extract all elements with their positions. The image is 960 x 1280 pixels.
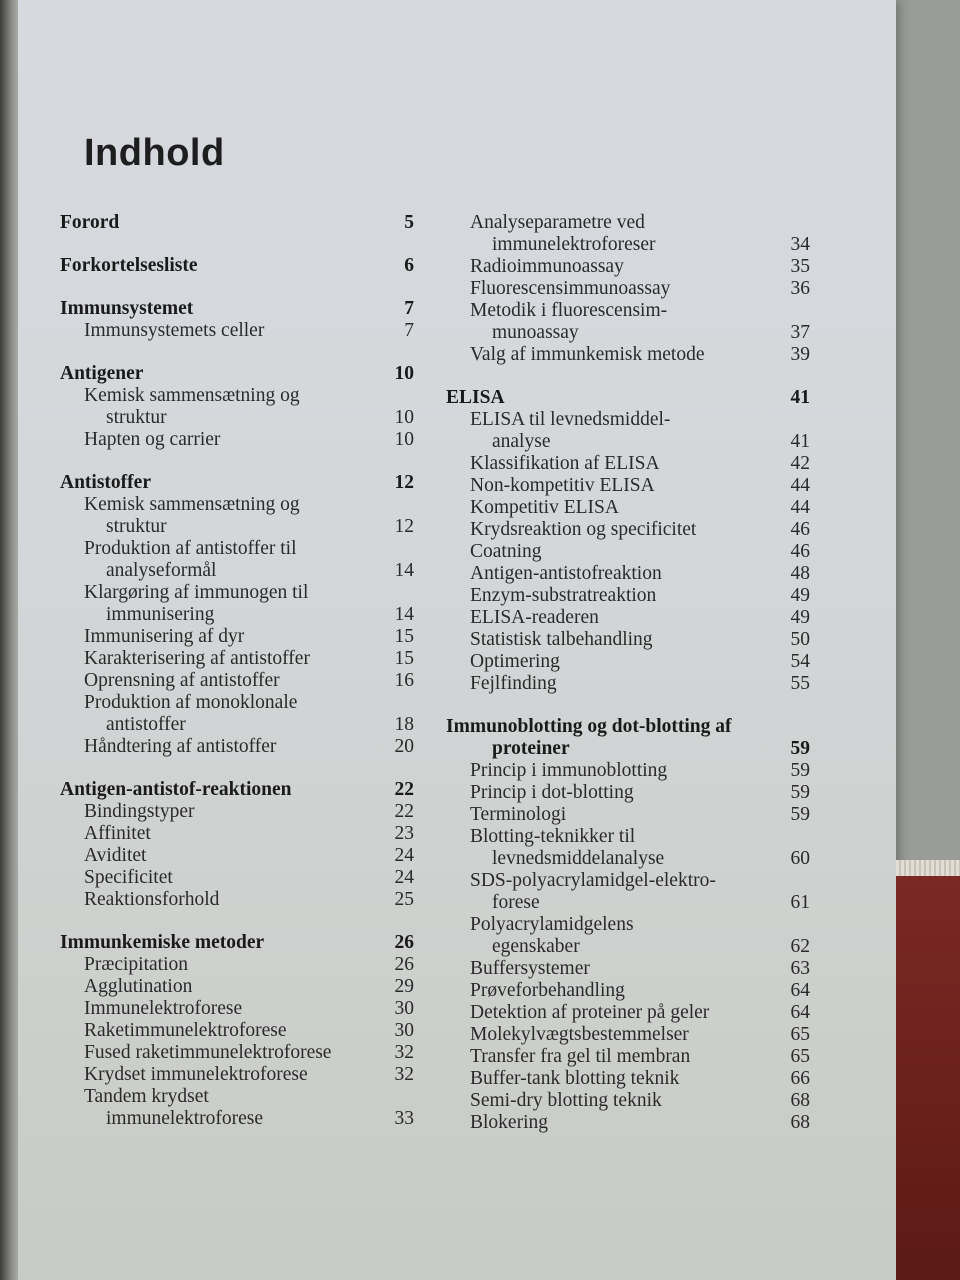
toc-entry-label: Håndtering af antistoffer [84,736,277,757]
toc-page-number: 41 [790,387,810,408]
toc-entry-label: Immunkemiske metoder [60,932,265,953]
toc-entry-label: Specificitet [84,867,173,888]
toc-entry-label: Immunsystemet [60,298,194,319]
toc-page-number: 59 [790,804,810,825]
toc-entry-label: Princip i dot-blotting [470,782,634,803]
toc-entry [60,736,420,758]
toc-entry-label: Enzym-substratreaktion [470,585,657,606]
toc-entry-label: ELISA [446,387,505,408]
toc-entry-label: Bindingstyper [84,801,195,822]
toc-entry-label: Terminologi [470,804,567,825]
toc-entry-label: Affinitet [84,823,151,844]
toc-page-number: 10 [394,407,414,428]
toc-page-number: 7 [404,298,414,319]
section-gap [60,758,420,779]
toc-page-number: 61 [790,892,810,913]
toc-page-number: 5 [404,212,414,233]
toc-entry [60,407,420,429]
toc-entry [446,870,816,892]
section-gap [60,277,420,298]
toc-page-number: 26 [394,954,414,975]
toc-page-number: 18 [394,714,414,735]
toc-page-number: 15 [394,648,414,669]
toc-page-number: 30 [394,1020,414,1041]
toc-entry [60,976,420,998]
toc-entry-label: Produktion af monoklonale [84,692,298,713]
toc-page-number: 32 [394,1042,414,1063]
toc-entry-label: Fused raketimmunelektroforese [84,1042,332,1063]
adjacent-book [896,860,960,1280]
toc-right-column [446,212,816,1134]
toc-page-number: 12 [394,516,414,537]
toc-entry [60,320,420,342]
toc-page-number: 65 [790,1046,810,1067]
toc-entry-label: Antigener [60,363,144,384]
toc-entry-label: munoassay [492,322,579,343]
toc-entry-label: antistoffer [106,714,186,735]
toc-entry [60,429,420,451]
toc-page-number: 49 [790,607,810,628]
toc-page-number: 55 [790,673,810,694]
toc-entry-label: Kemisk sammensætning og [84,385,300,406]
toc-entry-label: Princip i immunoblotting [470,760,668,781]
toc-page-number: 12 [394,472,414,493]
toc-entry [446,1024,816,1046]
toc-entry-label: struktur [106,407,167,428]
toc-section-heading [446,387,816,409]
toc-entry [446,760,816,782]
toc-entry [446,585,816,607]
toc-entry-label: immunisering [106,604,215,625]
toc-entry-label: levnedsmiddelanalyse [492,848,665,869]
toc-entry [60,626,420,648]
page-title: Indhold [84,132,225,174]
toc-entry-label: ELISA-readeren [470,607,599,628]
toc-section-heading [60,212,420,234]
toc-page-number: 10 [394,363,414,384]
toc-entry-label: immunelektroforese [106,1108,264,1129]
toc-page-number: 39 [790,344,810,365]
toc-entry-label: Hapten og carrier [84,429,221,450]
toc-page-number: 59 [790,738,810,759]
toc-page-number: 6 [404,255,414,276]
toc-entry [446,782,816,804]
toc-entry-label: Raketimmunelektroforese [84,1020,287,1041]
toc-page-number: 35 [790,256,810,277]
toc-entry-label: Coatning [470,541,542,562]
toc-entry [60,494,420,516]
toc-page-number: 32 [394,1064,414,1085]
toc-entry [60,582,420,604]
toc-entry-label: Produktion af antistoffer til [84,538,297,559]
toc-entry [446,1046,816,1068]
toc-page-number: 29 [394,976,414,997]
toc-page-number: 30 [394,998,414,1019]
toc-entry [446,475,816,497]
toc-entry [446,1090,816,1112]
toc-entry-label: analyseformål [106,560,217,581]
toc-page-number: 44 [790,497,810,518]
toc-page-number: 59 [790,782,810,803]
toc-section-heading [60,255,420,277]
toc-entry [446,1112,816,1134]
toc-page-number: 64 [790,1002,810,1023]
toc-page-number: 26 [394,932,414,953]
toc-entry [60,845,420,867]
toc-entry-label: Klassifikation af ELISA [470,453,660,474]
toc-page-number: 10 [394,429,414,450]
toc-entry-label: Transfer fra gel til membran [470,1046,691,1067]
toc-entry-label: Fluorescensimmunoassay [470,278,671,299]
toc-entry [446,1002,816,1024]
toc-entry [446,804,816,826]
toc-entry-label: Semi-dry blotting teknik [470,1090,662,1111]
toc-entry-label: Molekylvægtsbestemmelser [470,1024,689,1045]
toc-entry [446,607,816,629]
toc-entry-label: Immunoblotting og dot-blotting af [446,716,732,737]
toc-entry-label: Forkortelsesliste [60,255,198,276]
toc-entry [446,1068,816,1090]
toc-page-number: 14 [394,604,414,625]
toc-entry [446,256,816,278]
toc-entry-label: Krydsreaktion og specificitet [470,519,697,540]
toc-entry-label: Statistisk talbehandling [470,629,653,650]
toc-entry-label: Reaktionsforhold [84,889,220,910]
toc-entry-label: Metodik i fluorescensim- [470,300,668,321]
toc-page-number: 22 [394,779,414,800]
toc-entry [446,212,816,234]
toc-entry-label: Polyacrylamidgelens [470,914,634,935]
toc-entry [446,914,816,936]
section-gap [60,911,420,932]
toc-page-number: 59 [790,760,810,781]
toc-entry-label: Immunisering af dyr [84,626,245,647]
toc-entry-label: Buffer-tank blotting teknik [470,1068,680,1089]
toc-page-number: 60 [790,848,810,869]
toc-entry-label: Oprensning af antistoffer [84,670,280,691]
toc-page-number: 49 [790,585,810,606]
toc-entry-label: Antistoffer [60,472,151,493]
toc-entry-label: Tandem krydset [84,1086,209,1107]
toc-entry [60,1086,420,1108]
toc-page-number: 50 [790,629,810,650]
toc-entry-label: forese [492,892,540,913]
toc-left-column [60,212,420,1130]
section-gap [446,695,816,716]
toc-entry [446,409,816,431]
toc-section-heading [60,779,420,801]
toc-page-number: 14 [394,560,414,581]
toc-page-number: 41 [790,431,810,452]
toc-entry-label: Immunsystemets celler [84,320,265,341]
toc-entry [446,431,816,453]
section-gap [60,451,420,472]
toc-page-number: 36 [790,278,810,299]
toc-entry [446,344,816,366]
toc-entry [446,958,816,980]
toc-section-heading [60,298,420,320]
toc-page-number: 54 [790,651,810,672]
toc-page-number: 37 [790,322,810,343]
toc-entry [60,1042,420,1064]
toc-entry [446,673,816,695]
toc-page-number: 24 [394,845,414,866]
toc-entry [446,826,816,848]
toc-entry [446,848,816,870]
toc-entry-label: struktur [106,516,167,537]
toc-entry-label: Analyseparametre ved [470,212,645,233]
toc-entry-label: Fejlfinding [470,673,557,694]
toc-entry [446,629,816,651]
toc-entry-label: Forord [60,212,120,233]
toc-entry-label: SDS-polyacrylamidgel-elektro- [470,870,716,891]
toc-entry [60,604,420,626]
toc-entry-label: Valg af immunkemisk metode [470,344,705,365]
toc-entry [60,385,420,407]
toc-entry [60,648,420,670]
toc-entry [60,1064,420,1086]
toc-page-number: 33 [394,1108,414,1129]
toc-entry [60,889,420,911]
toc-entry [60,714,420,736]
toc-entry-label: Detektion af proteiner på geler [470,1002,710,1023]
toc-entry-label: Klargøring af immunogen til [84,582,309,603]
toc-page-number: 34 [790,234,810,255]
toc-entry-label: Agglutination [84,976,193,997]
toc-entry-label: Karakterisering af antistoffer [84,648,310,669]
toc-entry [446,322,816,344]
toc-entry-label: Antigen-antistof-reaktionen [60,779,292,800]
toc-entry [446,980,816,1002]
toc-page-number: 42 [790,453,810,474]
toc-entry [60,670,420,692]
toc-entry [60,560,420,582]
toc-entry-label: Kemisk sammensætning og [84,494,300,515]
toc-entry [446,541,816,563]
toc-entry-label: Immunelektroforese [84,998,243,1019]
section-gap [60,234,420,255]
toc-entry [60,954,420,976]
toc-entry [60,867,420,889]
toc-page-number: 64 [790,980,810,1001]
toc-page-number: 44 [790,475,810,496]
toc-page-number: 23 [394,823,414,844]
toc-entry [446,278,816,300]
toc-page-number: 22 [394,801,414,822]
toc-entry [60,823,420,845]
toc-entry [60,692,420,714]
toc-page-number: 68 [790,1090,810,1111]
toc-entry-label: Non-kompetitiv ELISA [470,475,655,496]
toc-entry [446,936,816,958]
toc-entry-label: Optimering [470,651,560,672]
section-gap [446,366,816,387]
toc-page-number: 46 [790,541,810,562]
adjacent-book-pages [896,860,960,876]
toc-page-number: 48 [790,563,810,584]
toc-entry [446,497,816,519]
toc-entry [60,538,420,560]
toc-entry-label: Buffersystemer [470,958,590,979]
toc-entry [446,892,816,914]
toc-entry [60,801,420,823]
toc-entry-label: analyse [492,431,551,452]
toc-entry [60,516,420,538]
toc-section-heading [60,363,420,385]
toc-page-number: 65 [790,1024,810,1045]
toc-entry [446,651,816,673]
toc-section-heading [60,472,420,494]
toc-page-number: 7 [404,320,414,341]
toc-section-heading [446,716,816,738]
toc-page-number: 62 [790,936,810,957]
toc-page-number: 25 [394,889,414,910]
toc-entry-label: Kompetitiv ELISA [470,497,619,518]
toc-entry-label: egenskaber [492,936,580,957]
toc-entry-label: immunelektroforeser [492,234,656,255]
toc-entry [446,519,816,541]
toc-entry-label: Prøveforbehandling [470,980,625,1001]
toc-entry-label: Blokering [470,1112,548,1133]
toc-entry-label: Radioimmunoassay [470,256,624,277]
toc-page-number: 20 [394,736,414,757]
toc-section-heading [446,738,816,760]
toc-entry-label: Præcipitation [84,954,188,975]
toc-page-number: 63 [790,958,810,979]
toc-section-heading [60,932,420,954]
toc-entry-label: Antigen-antistofreaktion [470,563,662,584]
toc-entry-label: proteiner [492,738,570,759]
toc-entry [446,563,816,585]
toc-entry-label: ELISA til levnedsmiddel- [470,409,671,430]
toc-page-number: 15 [394,626,414,647]
toc-entry-label: Aviditet [84,845,147,866]
toc-page-number: 46 [790,519,810,540]
toc-page-number: 24 [394,867,414,888]
toc-entry [60,1020,420,1042]
toc-entry [446,300,816,322]
toc-page-number: 66 [790,1068,810,1089]
toc-entry-label: Krydset immunelektroforese [84,1064,308,1085]
toc-entry [446,453,816,475]
toc-page-number: 16 [394,670,414,691]
toc-entry [60,998,420,1020]
toc-entry [446,234,816,256]
section-gap [60,342,420,363]
toc-page-number: 68 [790,1112,810,1133]
toc-entry [60,1108,420,1130]
toc-entry-label: Blotting-teknikker til [470,826,636,847]
